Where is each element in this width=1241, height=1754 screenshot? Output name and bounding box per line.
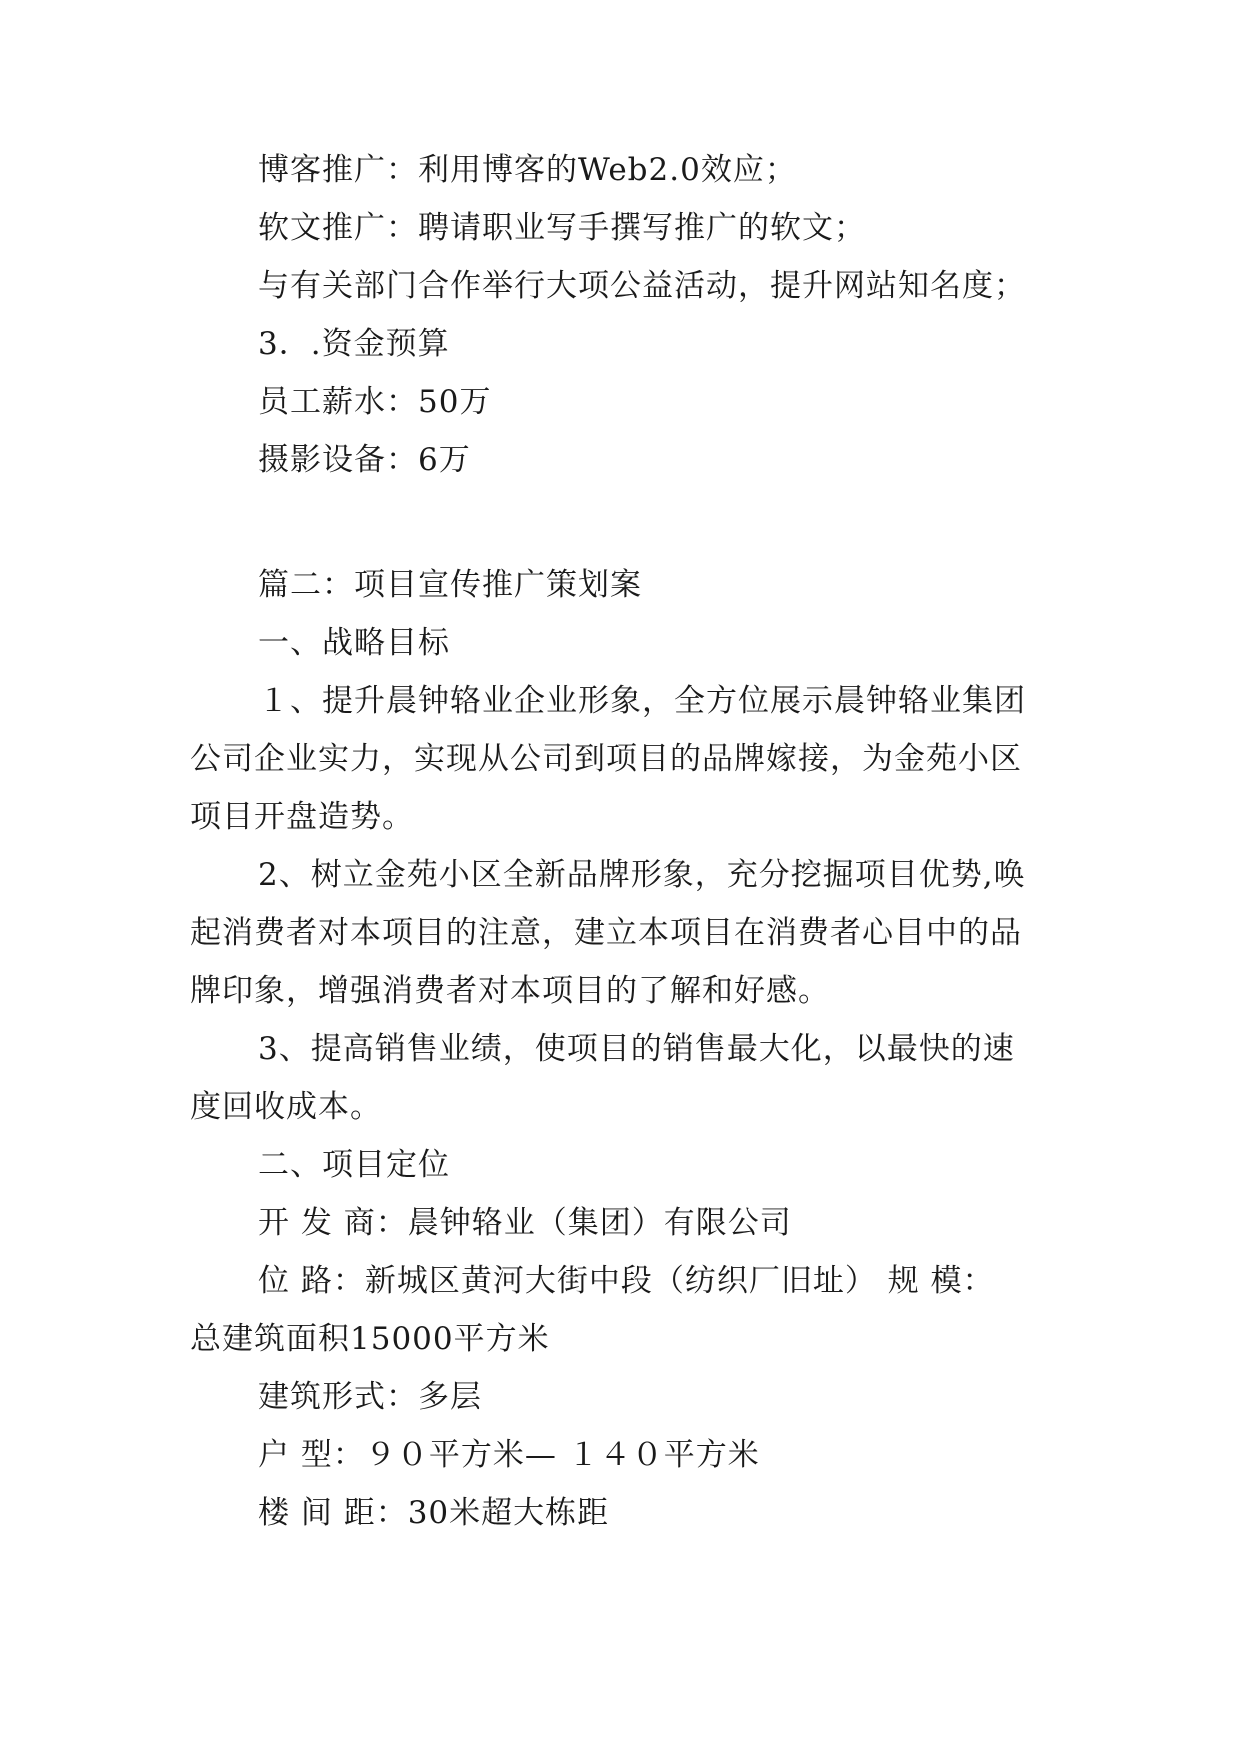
subsection-heading: 一、战略目标 — [258, 625, 450, 661]
text-line: 建筑形式：多层 — [258, 1379, 482, 1415]
text-line: 项目开盘造势。 — [190, 799, 414, 835]
subsection-heading: 二、项目定位 — [258, 1147, 450, 1183]
text-line: 户 型：９０平方米— １４０平方米 — [258, 1437, 760, 1473]
text-line: 位 路：新城区黄河大街中段（纺织厂旧址） 规 模： — [258, 1263, 995, 1299]
text-line: 楼 间 距：30米超大栋距 — [258, 1495, 610, 1531]
text-line: 员工薪水：50万 — [258, 384, 492, 420]
text-line: 起消费者对本项目的注意，建立本项目在消费者心目中的品 — [190, 915, 1022, 951]
text-line: 公司企业实力，实现从公司到项目的品牌嫁接，为金苑小区 — [190, 741, 1022, 777]
text-line: 度回收成本。 — [190, 1089, 382, 1125]
text-line: 与有关部门合作举行大项公益活动，提升网站知名度； — [258, 268, 1026, 304]
text-line: １、提升晨钟辂业企业形象，全方位展示晨钟辂业集团 — [258, 683, 1026, 719]
text-line: 博客推广：利用博客的Web2.0效应； — [258, 152, 797, 188]
text-line: 3、提高销售业绩，使项目的销售最大化，以最快的速 — [258, 1031, 1015, 1067]
text-line: 牌印象，增强消费者对本项目的了解和好感。 — [190, 973, 830, 1009]
text-line: 3．.资金预算 — [258, 326, 450, 362]
text-line: 总建筑面积15000平方米 — [190, 1321, 550, 1357]
section-heading: 篇二：项目宣传推广策划案 — [258, 567, 642, 603]
text-line: 软文推广：聘请职业写手撰写推广的软文； — [258, 210, 866, 246]
text-line: 开 发 商：晨钟辂业（集团）有限公司 — [258, 1205, 792, 1241]
text-line: 摄影设备：6万 — [258, 442, 471, 478]
text-line: 2、树立金苑小区全新品牌形象，充分挖掘项目优势,唤 — [258, 857, 1026, 893]
